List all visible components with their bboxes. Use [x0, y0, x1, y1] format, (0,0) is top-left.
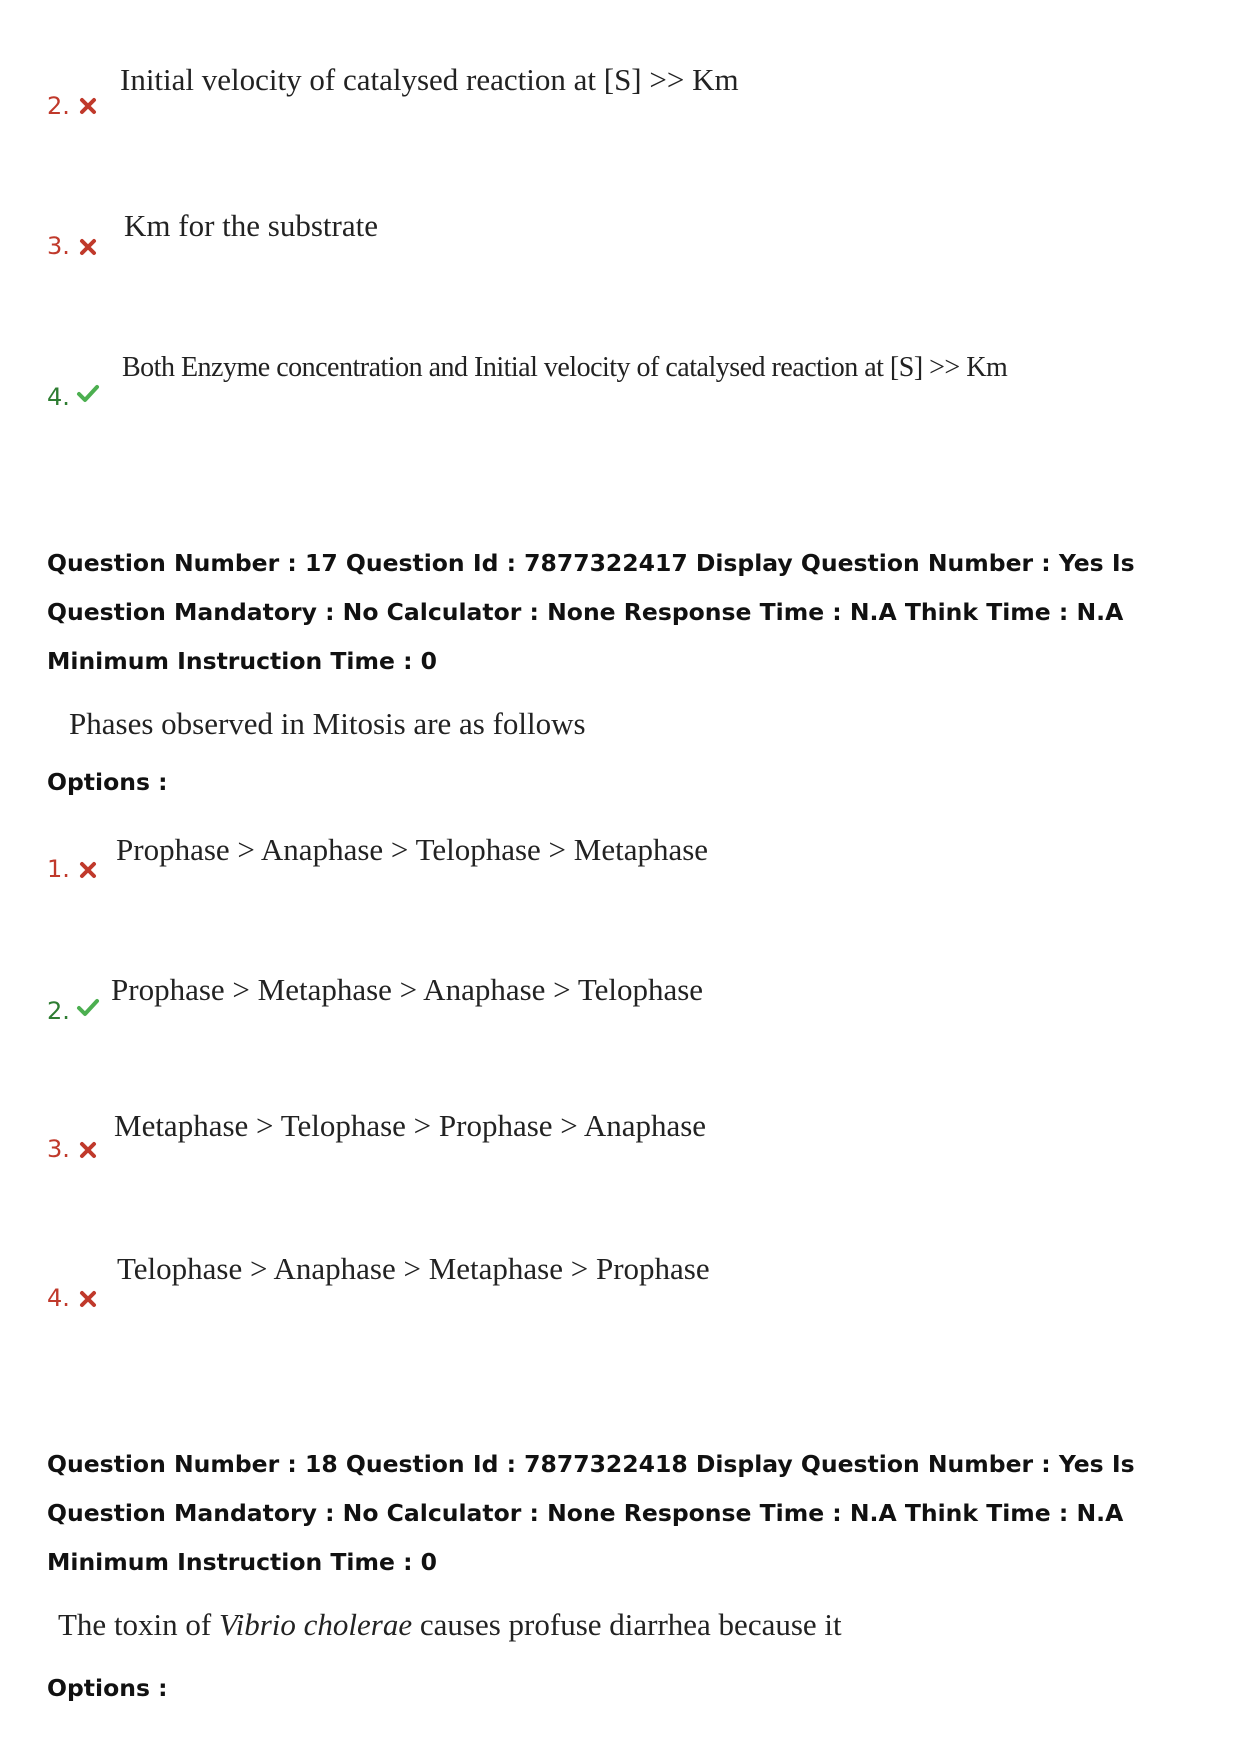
- option-number: 3.: [47, 232, 70, 260]
- option-number: 2.: [47, 92, 70, 120]
- option-text: Prophase > Metaphase > Anaphase > Telophase: [111, 972, 704, 1007]
- option-number: 4.: [47, 383, 70, 411]
- question-17-meta: Question Number : 17 Question Id : 7877322417 Display Question Number : Yes Is Question Mandatory : No Calculator : None Response Time : N.A Think Time : N.A Minimum Instruction Time : 0: [47, 549, 1135, 675]
- cross-icon: [76, 1138, 100, 1162]
- cross-icon: [76, 858, 100, 882]
- option-number: 4.: [47, 1284, 70, 1312]
- option-text: Initial velocity of catalysed reaction at [S] >> Km: [120, 62, 739, 97]
- cross-icon: [76, 235, 100, 259]
- question-17-text: Phases observed in Mitosis are as follows: [69, 706, 586, 741]
- option-text: Metaphase > Telophase > Prophase > Anaphase: [114, 1108, 707, 1143]
- check-icon: [76, 381, 100, 405]
- option-text: Prophase > Anaphase > Telophase > Metaphase: [116, 832, 709, 867]
- cross-icon: [76, 94, 100, 118]
- question-18-text-organism: Vibrio cholerae: [219, 1607, 413, 1642]
- option-text: Telophase > Anaphase > Metaphase > Prophase: [117, 1251, 710, 1286]
- question-18-text-before: The toxin of: [58, 1607, 219, 1642]
- cross-icon: [76, 1287, 100, 1311]
- option-number: 1.: [47, 855, 70, 883]
- option-text: Both Enzyme concentration and Initial velocity of catalysed reaction at [S] >> Km: [122, 352, 1008, 383]
- question-18-options-label: Options :: [47, 1674, 168, 1702]
- option-number: 2.: [47, 997, 70, 1025]
- option-text: Km for the substrate: [124, 208, 378, 243]
- question-18-meta: Question Number : 18 Question Id : 7877322418 Display Question Number : Yes Is Question Mandatory : No Calculator : None Response Time : N.A Think Time : N.A Minimum Instruction Time : 0: [47, 1450, 1135, 1576]
- question-18-text-after: causes profuse diarrhea because it: [412, 1607, 842, 1642]
- option-number: 3.: [47, 1135, 70, 1163]
- question-18-text: [58, 1607, 842, 1643]
- check-icon: [76, 995, 100, 1019]
- question-17-options-label: Options :: [47, 768, 168, 796]
